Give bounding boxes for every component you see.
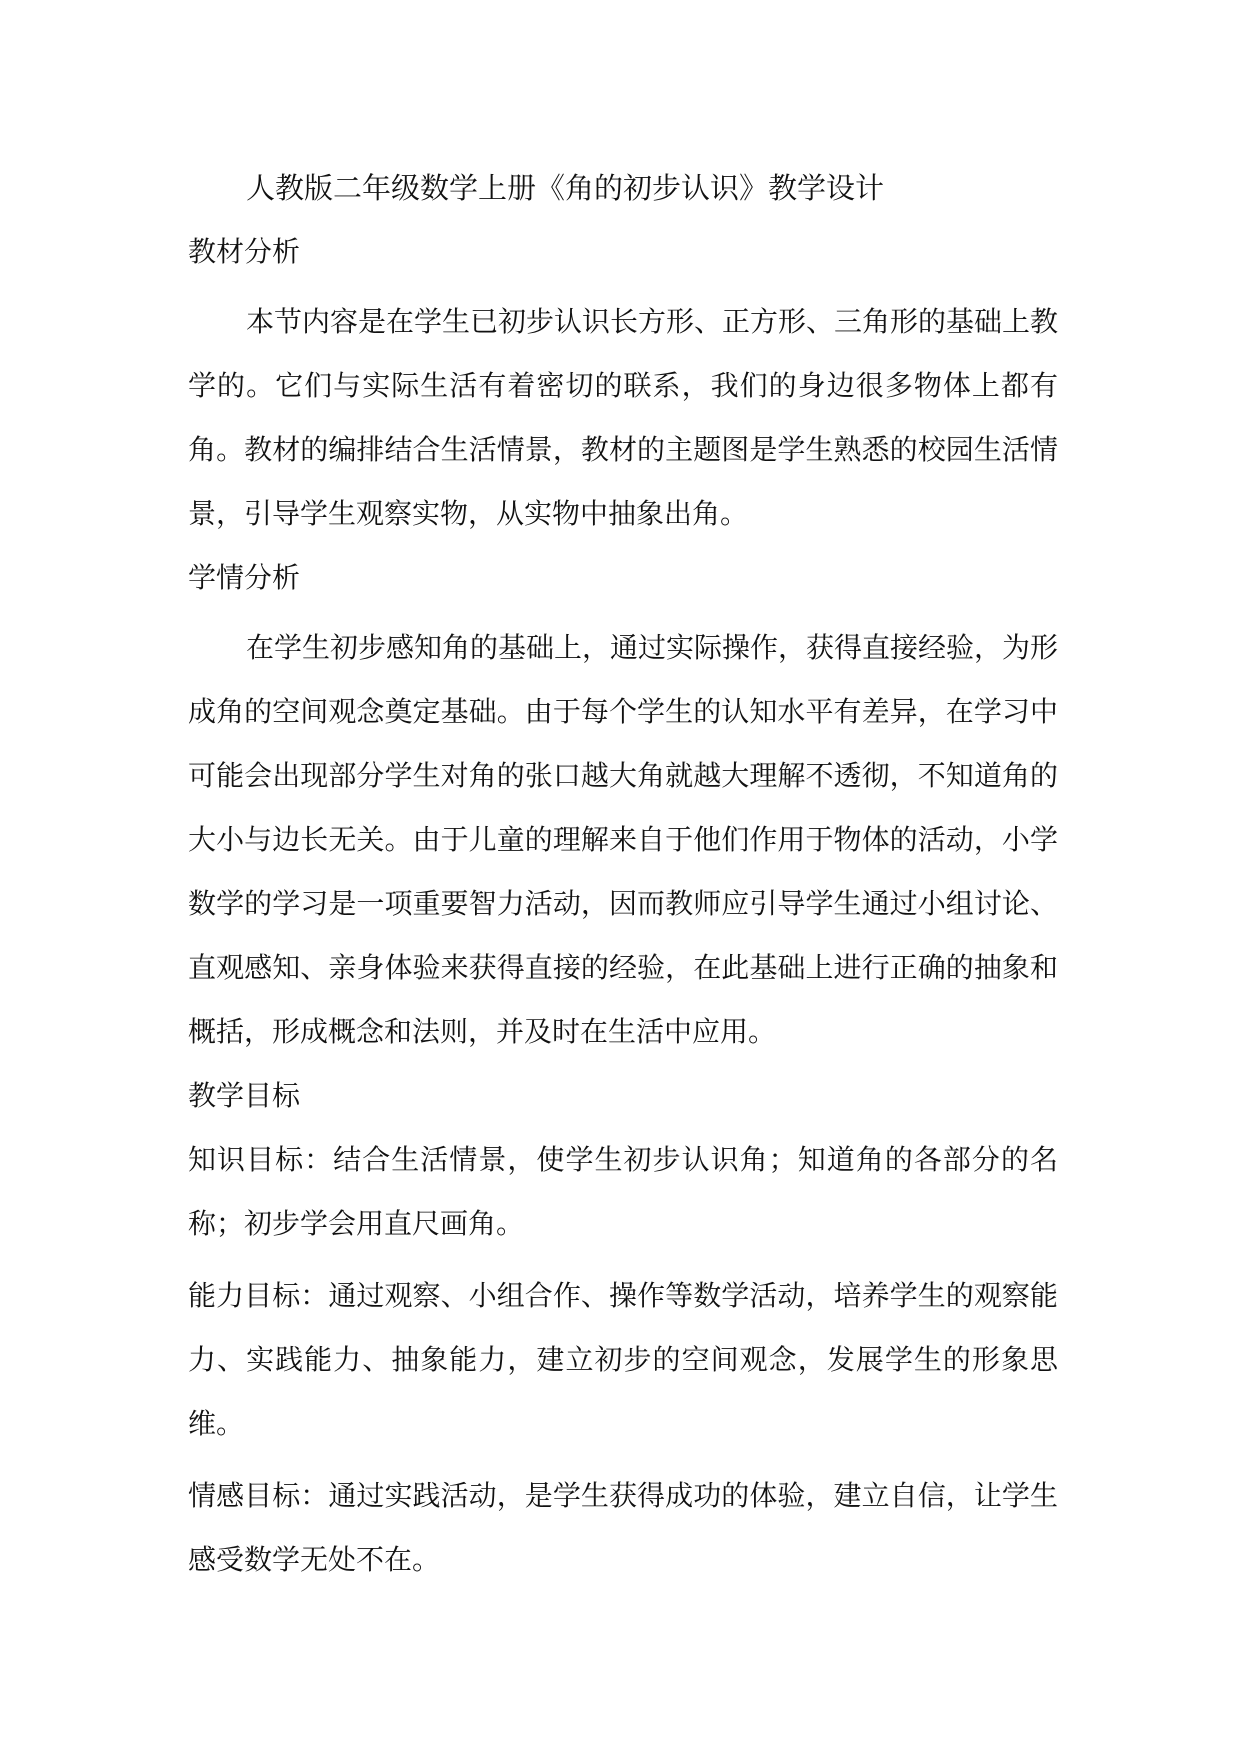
section-heading-student-analysis: 学情分析 (188, 561, 301, 594)
document-title: 人教版二年级数学上册《角的初步认识》教学设计 (246, 171, 885, 205)
section-paragraph-student-analysis: 在学生初步感知角的基础上，通过实际操作，获得直接经验，为形成角的空间观念奠定基础。由于每个学生的认知水平有差异，在学习中可能会出现部分学生对角的张口越大角就越大理解不透彻，不知道角的大小与边长无关。由于儿童的理解来自于他们作用于物体的活动，小学数学的学习是一项重要智力活动，因而教师应引导学生通过小组讨论、直观感知、亲身体验来获得直接的经验，在此基础上进行正确的抽象和概括，形成概念和法则，并及时在生活中应用。 (188, 631, 1059, 1048)
goal-ability: 能力目标：通过观察、小组合作、操作等数学活动，培养学生的观察能力、实践能力、抽象能力，建立初步的空间观念，发展学生的形象思维。 (188, 1279, 1058, 1440)
section-paragraph-textbook-analysis: 本节内容是在学生已初步认识长方形、正方形、三角形的基础上教学的。它们与实际生活有着密切的联系，我们的身边很多物体上都有角。教材的编排结合生活情景，教材的主题图是学生熟悉的校园生活情景，引导学生观察实物，从实物中抽象出角。 (188, 305, 1059, 530)
section-heading-teaching-goals: 教学目标 (188, 1079, 301, 1112)
section-heading-textbook-analysis: 教材分析 (188, 235, 301, 268)
goal-knowledge: 知识目标：结合生活情景，使学生初步认识角；知道角的各部分的名称；初步学会用直尺画角。 (188, 1143, 1058, 1240)
goal-emotion: 情感目标：通过实践活动，是学生获得成功的体验，建立自信，让学生感受数学无处不在。 (188, 1479, 1058, 1576)
document-body (188, 156, 1058, 1592)
